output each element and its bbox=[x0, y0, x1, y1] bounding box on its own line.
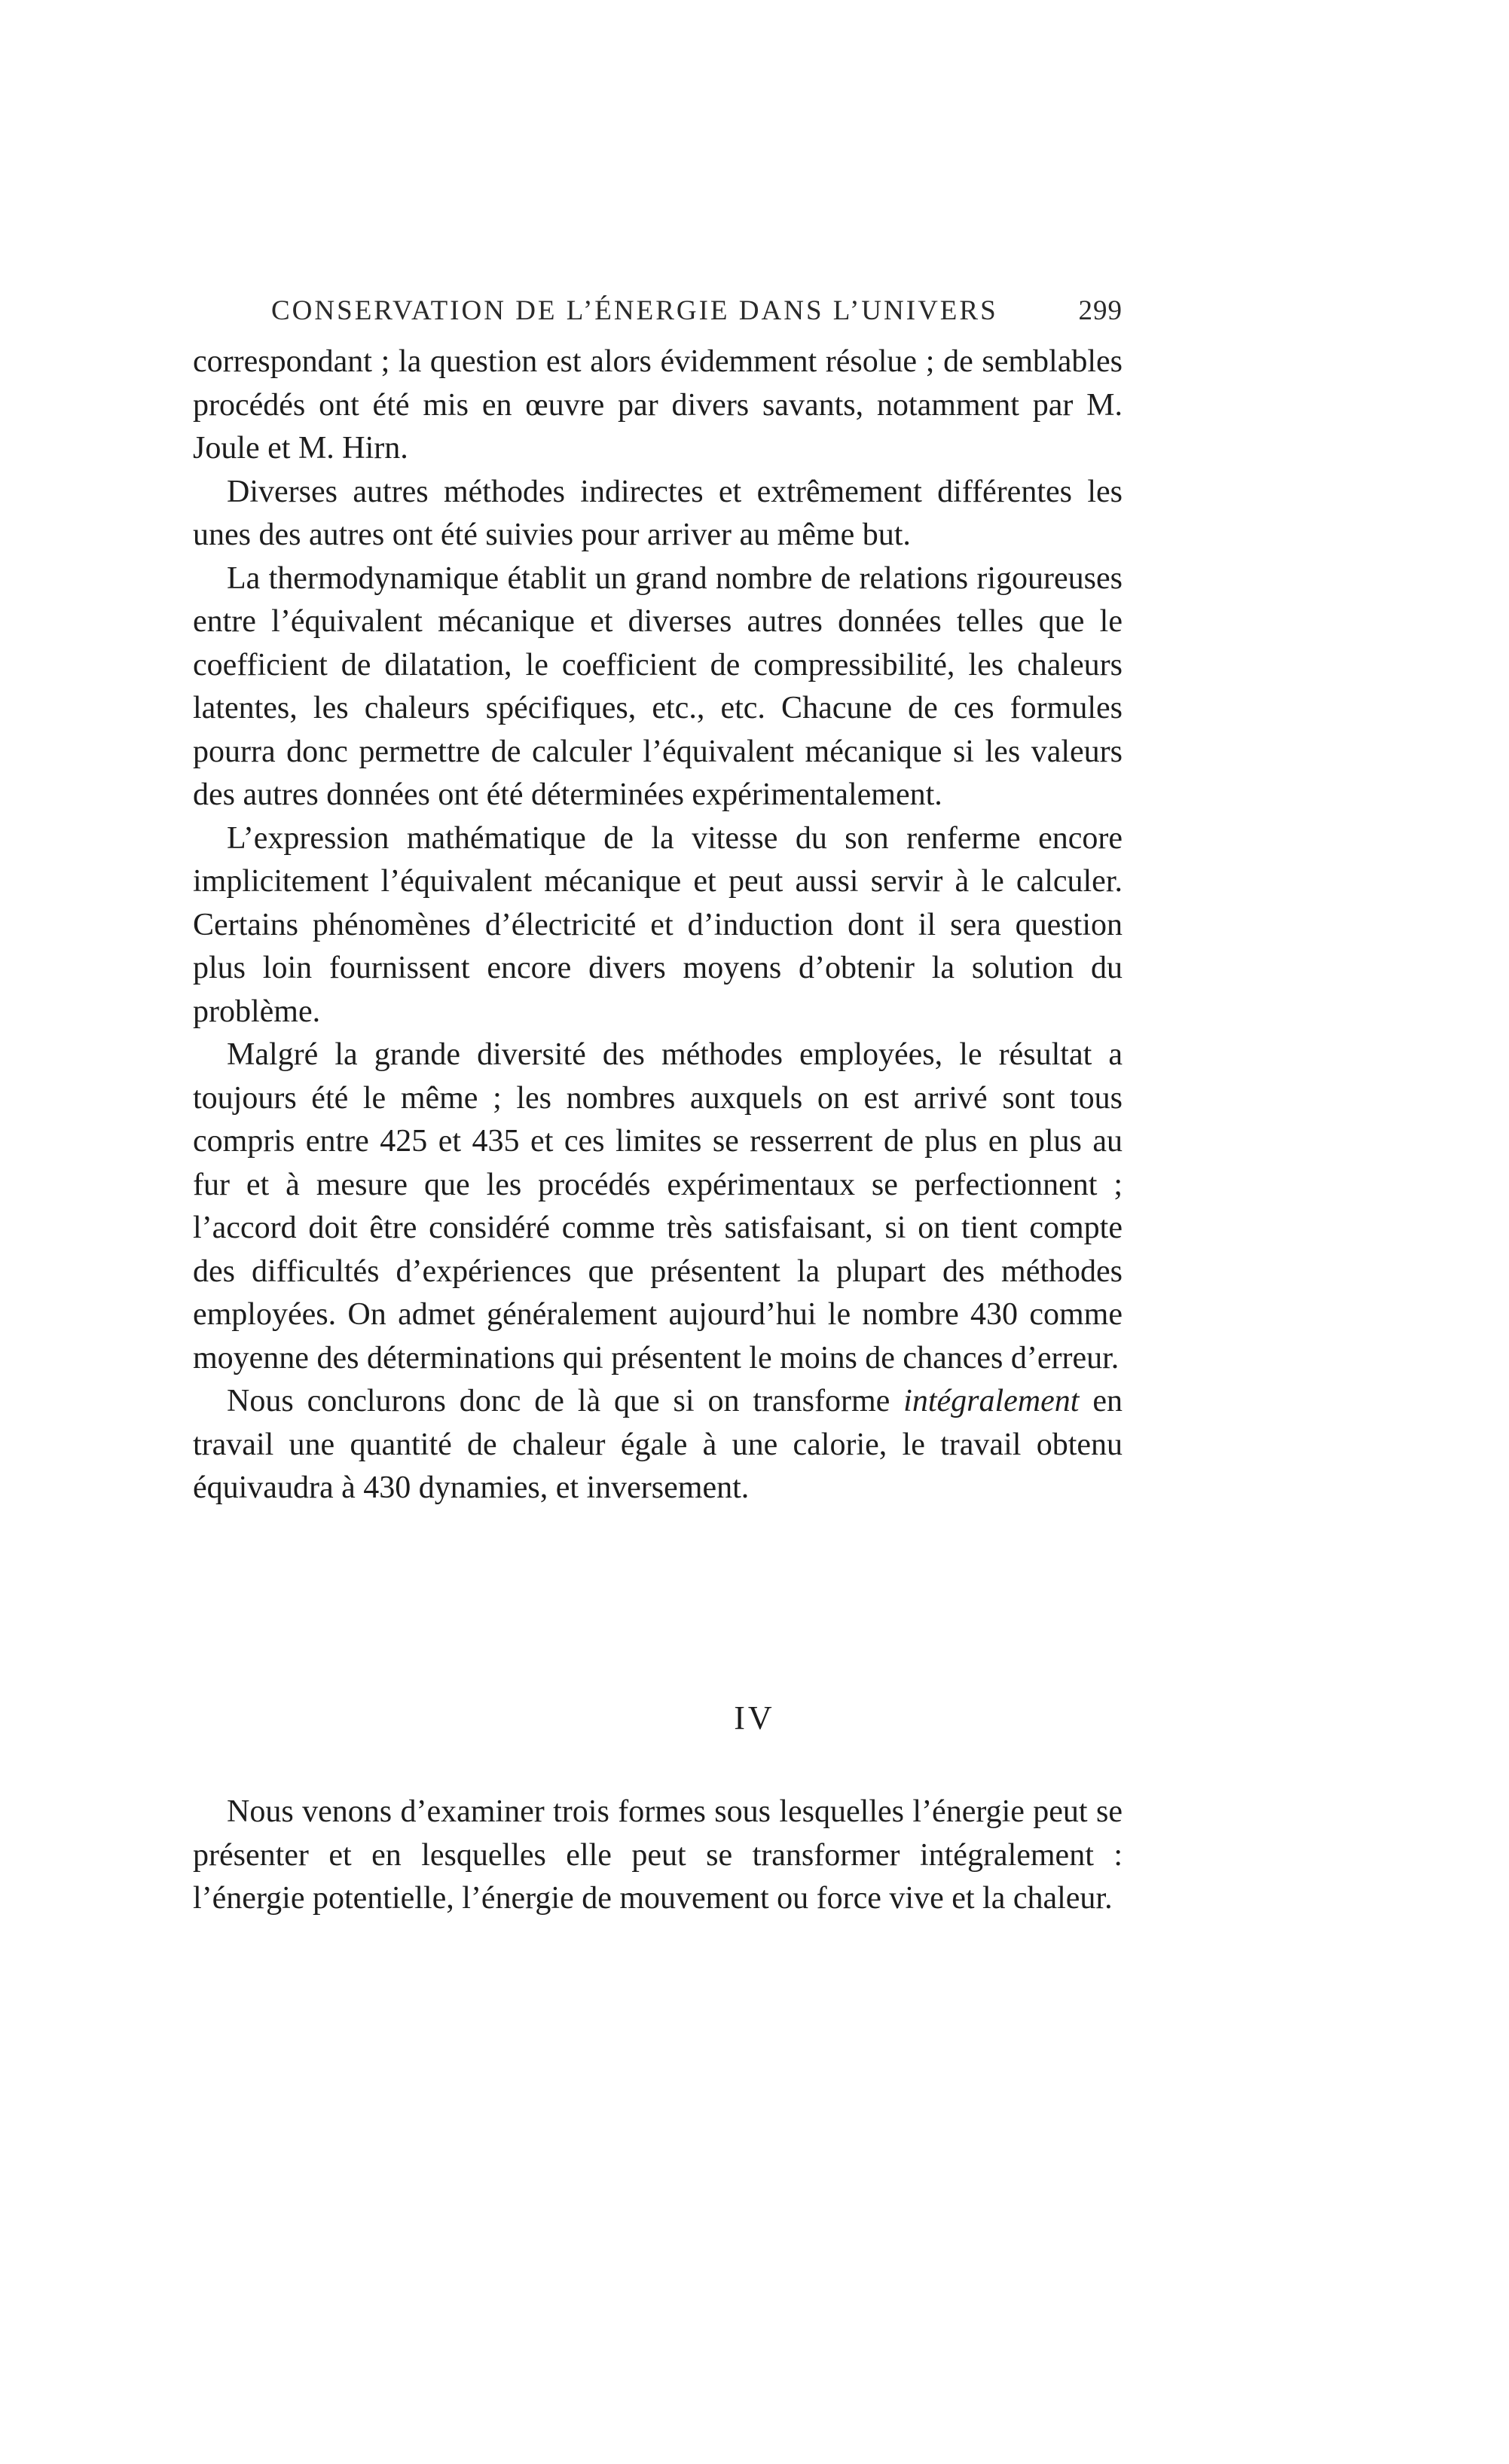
running-header bbox=[271, 295, 1123, 340]
page-number: 299 bbox=[1078, 295, 1123, 326]
paragraph-indirect-methods: Diverses autres méthodes indirectes et extrêmement différentes les unes des autres ont été suivies pour arriver au même but. bbox=[193, 474, 1123, 552]
conclusion-emphasis: intégralement bbox=[903, 1384, 1080, 1418]
paragraph-results: Malgré la grande diversité des méthodes employées, le résultat a toujours été le même ; les nombres auxquels on est arrivé sont tous compris entre 425 et 435 et ces limites se resserrent de plus en plus au fur et à mesure que les procédés expérimentaux se perfectionnent ; l’accord doit être considéré comme très satisfaisant, si on tient compte des difficultés d’expériences que présentent la plupart des méthodes employées. On admet généralement aujourd’hui le nombre 430 comme moyenne des déterminations qui présentent le moins de chances d’erreur. bbox=[193, 1037, 1123, 1376]
section-heading: IV bbox=[734, 1699, 775, 1736]
section-body bbox=[193, 1791, 1123, 1921]
paragraph-continuation: correspondant ; la question est alors évidemment résolue ; de semblables procédés ont été mis en œuvre par divers savants, notamment par M. Joule et M. Hirn. bbox=[193, 344, 1123, 466]
conclusion-text-start: Nous conclurons donc de là que si on transforme bbox=[227, 1384, 904, 1418]
paragraph-energy-forms: Nous venons d’examiner trois formes sous lesquelles l’énergie peut se présenter et en lesquelles elle peut se transformer intégralement : l’énergie potentielle, l’énergie de mouvement ou force vive et la chaleur. bbox=[193, 1794, 1123, 1916]
running-title: CONSERVATION DE L’ÉNERGIE DANS L’UNIVERS bbox=[271, 295, 998, 326]
paragraph-thermodynamics: La thermodynamique établit un grand nombre de relations rigoureuses entre l’équivalent mécanique et diverses autres données telles que le coefficient de dilatation, le coefficient de compressibilité, les chaleurs latentes, les chaleurs spécifiques, etc., etc. Chacune de ces formules pourra donc permettre de calculer l’équivalent mécanique si les valeurs des autres données ont été déterminées expérimentalement. bbox=[193, 560, 1123, 812]
conclusion-text-end: en travail une quantité de chaleur égale à une calorie, le travail obtenu équivaudra à 430 dynamies, et inversement. bbox=[193, 1384, 1123, 1505]
body-text bbox=[193, 340, 1123, 1510]
paragraph-conclusion bbox=[193, 1380, 1123, 1510]
paragraph-speed-of-sound: L’expression mathématique de la vitesse du son renferme encore implicitement l’équivalent mécanique et peut aussi servir à le calculer. Certains phénomènes d’électricité et d’induction dont il sera question plus loin fournissent encore divers moyens d’obtenir la solution du problème. bbox=[193, 820, 1123, 1029]
